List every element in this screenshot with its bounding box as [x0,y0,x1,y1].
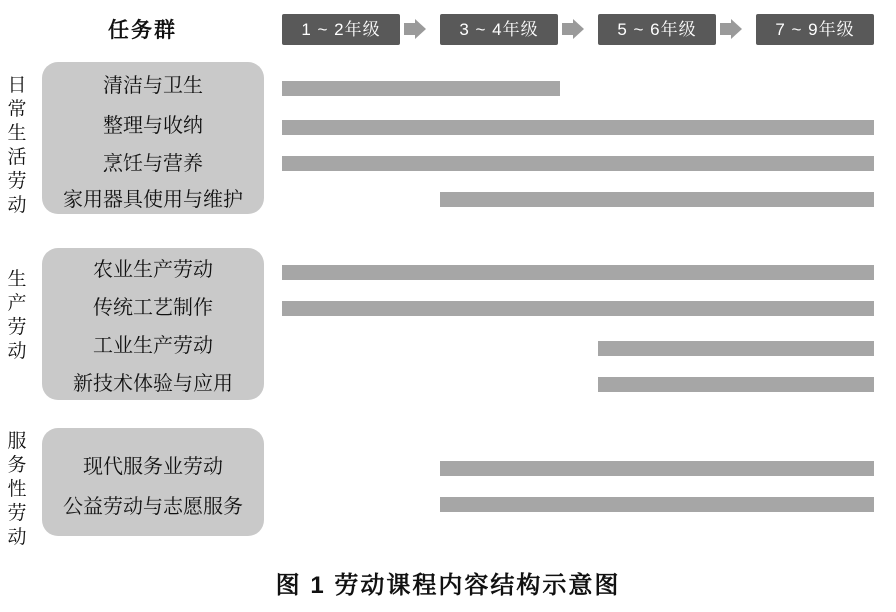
grade-chip-4[interactable]: 7 ~ 9年级 [756,14,874,45]
coverage-bar [440,461,874,476]
task-name[interactable]: 农业生产劳动 [93,259,213,281]
coverage-bar [282,301,874,316]
category-label-production-labor: 生产劳动 [7,269,27,362]
task-name[interactable]: 家用器具使用与维护 [63,189,243,211]
task-name[interactable]: 清洁与卫生 [103,75,203,97]
coverage-bar [282,120,874,135]
task-group-box-service-labor [42,428,264,536]
task-name[interactable]: 传统工艺制作 [93,297,213,319]
category-label-service-labor: 服务性劳动 [7,431,27,548]
category-label-daily-life-labor: 日常生活劳动 [7,75,27,216]
coverage-bar [282,265,874,280]
task-name[interactable]: 公益劳动与志愿服务 [63,496,243,518]
coverage-bar [440,497,874,512]
coverage-bar [598,377,874,392]
coverage-bar [282,156,874,171]
task-name[interactable]: 工业生产劳动 [93,335,213,357]
task-name[interactable]: 整理与收纳 [103,115,203,137]
grade-chip-2[interactable]: 3 ~ 4年级 [440,14,558,45]
coverage-bar [440,192,874,207]
grade-chip-3[interactable]: 5 ~ 6年级 [598,14,716,45]
chevron-right-icon [404,19,426,39]
task-name[interactable]: 新技术体验与应用 [73,373,233,395]
coverage-bar [598,341,874,356]
chevron-right-icon [720,19,742,39]
chevron-right-icon [562,19,584,39]
grade-chip-1[interactable]: 1 ~ 2年级 [282,14,400,45]
task-group-header-label: 任务群 [108,19,177,42]
task-name[interactable]: 现代服务业劳动 [83,456,223,478]
figure-caption: 图 1 劳动课程内容结构示意图 [275,572,621,599]
task-name[interactable]: 烹饪与营养 [103,153,203,175]
coverage-bar [282,81,560,96]
